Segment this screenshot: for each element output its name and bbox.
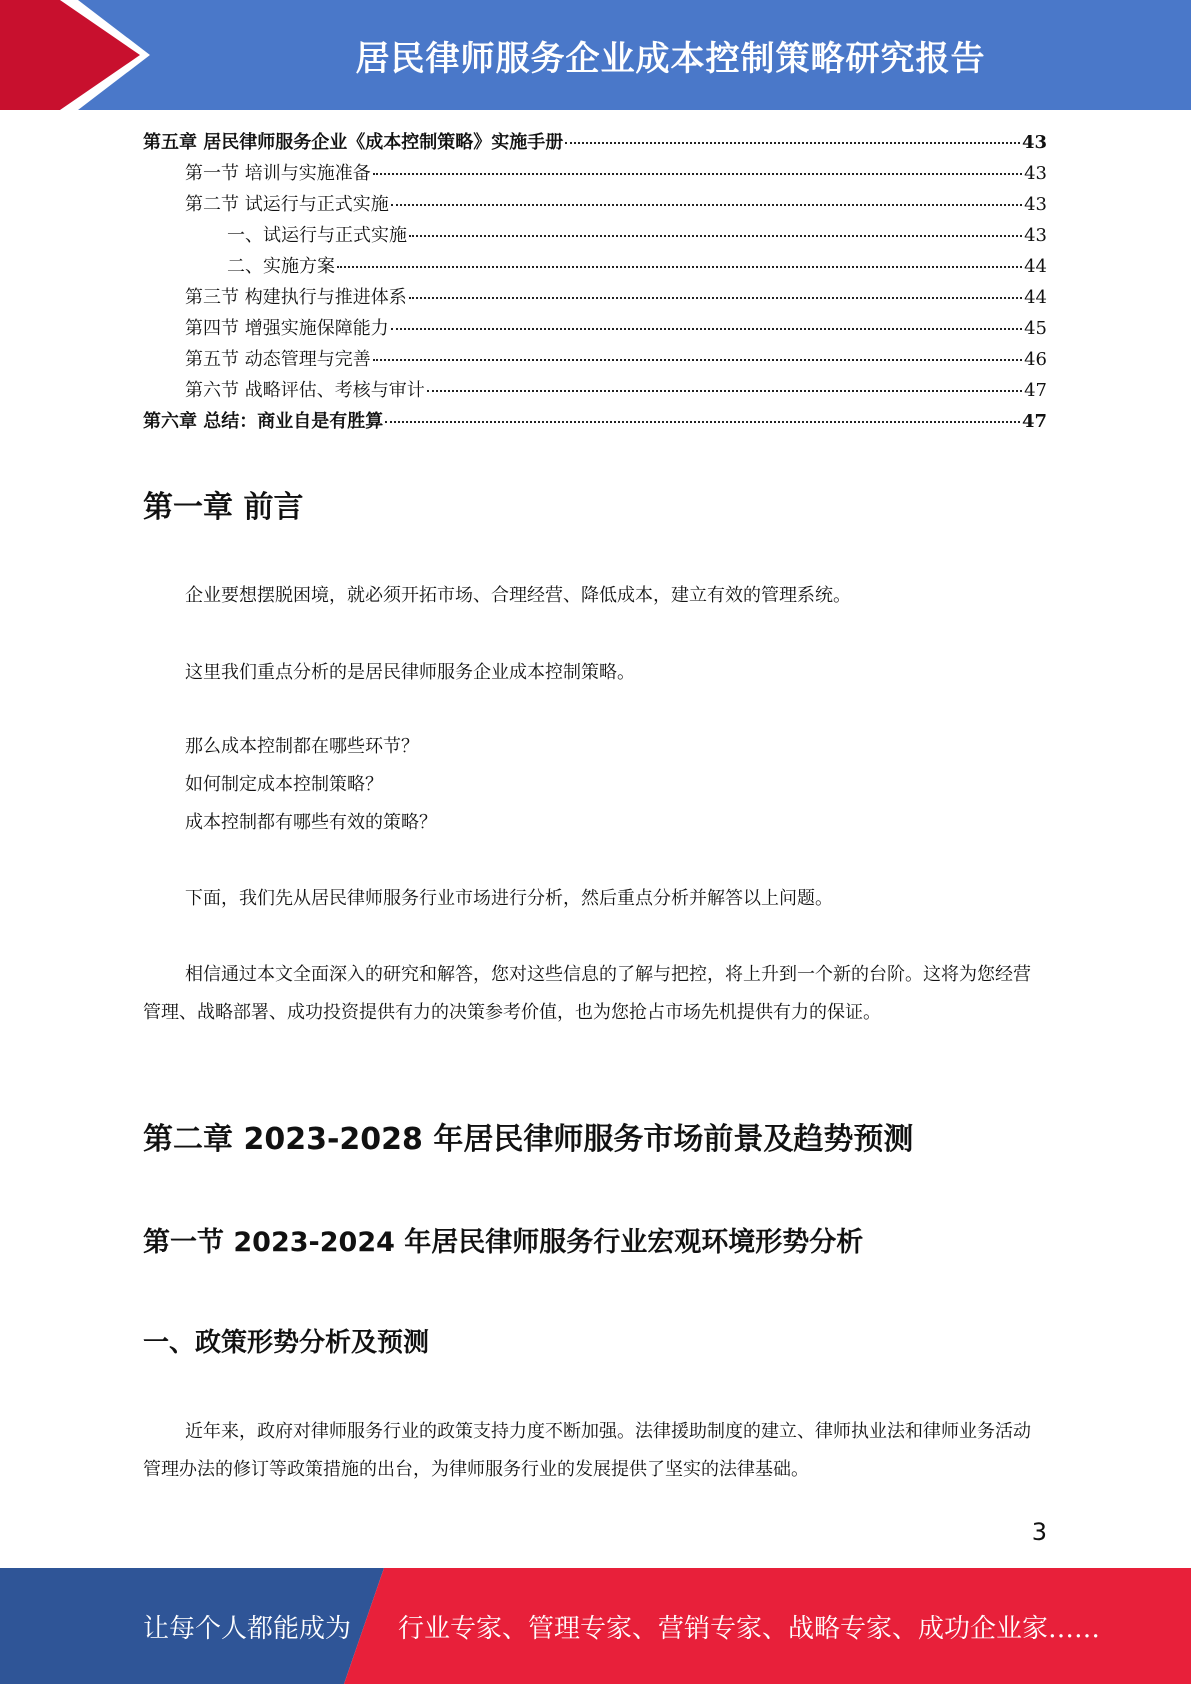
toc-entry[interactable] [143, 314, 1047, 345]
toc-entry[interactable] [143, 221, 1047, 252]
toc-entry[interactable] [143, 283, 1047, 314]
footer-slogan-right: 行业专家、管理专家、营销专家、战略专家、成功企业家…… [398, 1613, 1101, 1644]
toc-entry-page: 44 [1024, 256, 1047, 277]
toc-entry[interactable] [143, 407, 1047, 438]
toc-entry-title: 二、实施方案 [227, 256, 335, 277]
toc-entry-title: 第五章 居民律师服务企业《成本控制策略》实施手册 [143, 132, 564, 153]
toc-entry-page: 46 [1024, 349, 1047, 370]
footer-slogan-left: 让每个人都能成为 [143, 1613, 352, 1644]
toc-entry[interactable] [143, 345, 1047, 376]
toc-entry-title: 第一节 培训与实施准备 [185, 163, 371, 184]
header-banner [0, 0, 1191, 110]
toc-entry-page: 47 [1024, 380, 1047, 401]
toc-entry[interactable] [143, 376, 1047, 407]
section-heading: 第一节 2023-2024 年居民律师服务行业宏观环境形势分析 [143, 1227, 864, 1258]
chapter-heading-1: 第一章 前言 [143, 490, 304, 525]
toc-leader-dots [373, 172, 1022, 175]
toc-entry-page: 43 [1024, 194, 1047, 215]
toc-entry-page: 47 [1021, 411, 1047, 432]
toc-entry-page: 45 [1024, 318, 1047, 339]
footer-banner [0, 1568, 1191, 1684]
toc-entry-title: 第四节 增强实施保障能力 [185, 318, 389, 339]
toc-leader-dots [391, 327, 1022, 330]
toc-entry-page: 43 [1024, 163, 1047, 184]
paragraph: 相信通过本文全面深入的研究和解答，您对这些信息的了解与把控，将上升到一个新的台阶。这将为您经营管理、战略部署、成功投资提供有力的决策参考价值，也为您抢占市场先机提供有力的保证。 [143, 964, 1031, 1023]
toc-leader-dots [565, 141, 1020, 144]
paragraph: 这里我们重点分析的是居民律师服务企业成本控制策略。 [185, 662, 635, 683]
toc-entry[interactable] [143, 252, 1047, 283]
paragraph: 企业要想摆脱困境，就必须开拓市场、合理经营、降低成本，建立有效的管理系统。 [185, 585, 851, 606]
toc-leader-dots [427, 389, 1022, 392]
toc-entry-title: 第五节 动态管理与完善 [185, 349, 371, 370]
table-of-contents [143, 128, 1047, 438]
question-line: 那么成本控制都在哪些环节？ [185, 736, 419, 757]
chapter-heading-2: 第二章 2023-2028 年居民律师服务市场前景及趋势预测 [143, 1122, 914, 1157]
question-line: 如何制定成本控制策略？ [185, 774, 383, 795]
toc-entry-title: 第二节 试运行与正式实施 [185, 194, 389, 215]
toc-leader-dots [337, 265, 1022, 268]
toc-entry[interactable] [143, 159, 1047, 190]
paragraph: 下面，我们先从居民律师服务行业市场进行分析，然后重点分析并解答以上问题。 [185, 888, 833, 909]
toc-entry-page: 44 [1024, 287, 1047, 308]
subsection-heading: 一、政策形势分析及预测 [143, 1328, 430, 1358]
toc-entry-title: 第三节 构建执行与推进体系 [185, 287, 407, 308]
toc-entry[interactable] [143, 128, 1047, 159]
page-number: 3 [1031, 1518, 1047, 1546]
toc-leader-dots [409, 296, 1022, 299]
toc-entry[interactable] [143, 190, 1047, 221]
toc-entry-title: 第六节 战略评估、考核与审计 [185, 380, 425, 401]
question-line: 成本控制都有哪些有效的策略？ [185, 812, 437, 833]
report-title: 居民律师服务企业成本控制策略研究报告 [355, 38, 986, 79]
toc-leader-dots [391, 203, 1022, 206]
toc-entry-page: 43 [1021, 132, 1047, 153]
toc-entry-title: 第六章 总结：商业自是有胜算 [143, 411, 384, 432]
paragraph: 近年来，政府对律师服务行业的政策支持力度不断加强。法律援助制度的建立、律师执业法和律师业务活动管理办法的修订等政策措施的出台，为律师服务行业的发展提供了坚实的法律基础。 [143, 1421, 1031, 1480]
toc-entry-page: 43 [1024, 225, 1047, 246]
toc-leader-dots [409, 234, 1022, 237]
toc-leader-dots [385, 420, 1020, 423]
toc-leader-dots [373, 358, 1022, 361]
toc-entry-title: 一、试运行与正式实施 [227, 225, 407, 246]
